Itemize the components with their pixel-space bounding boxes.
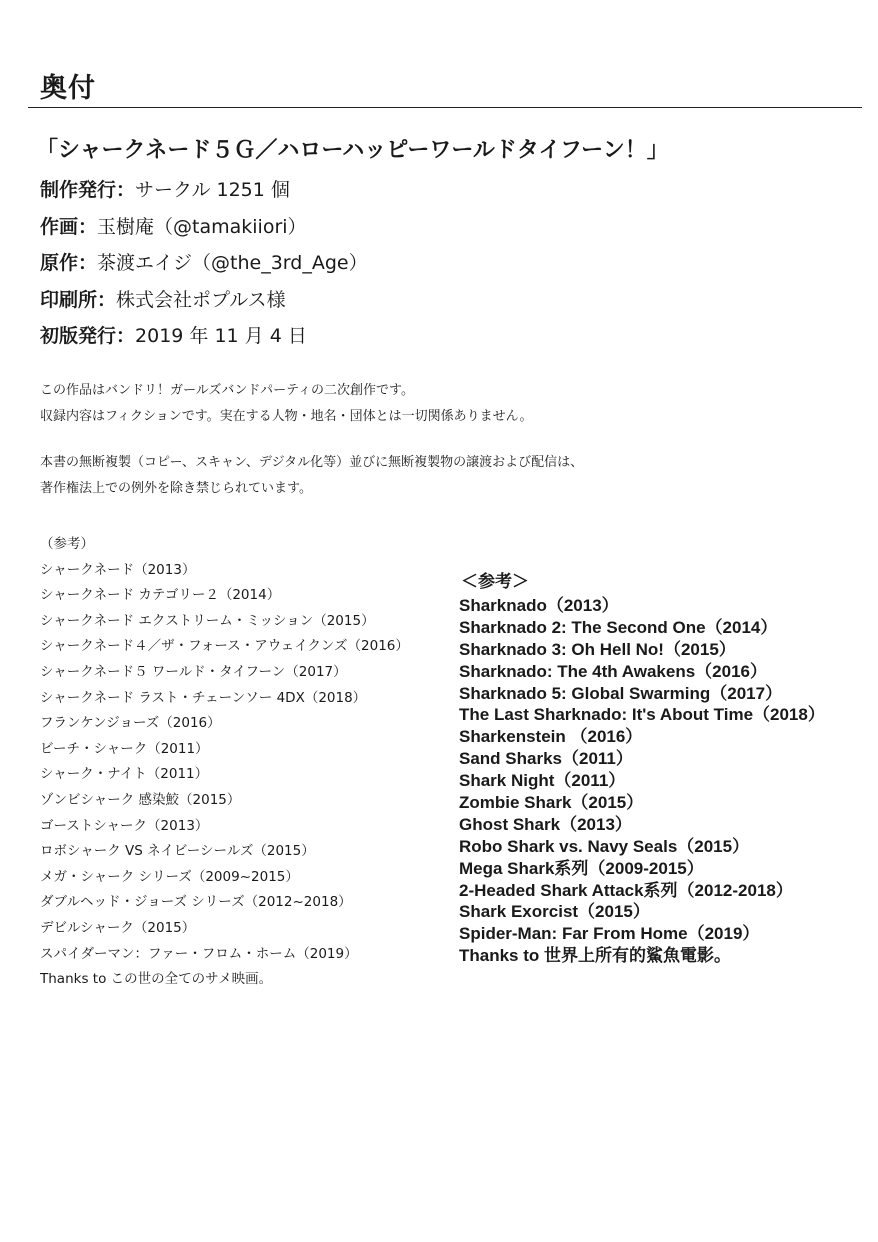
credit-value: 2019 年 11 月 4 日 [135,325,307,347]
credit-label: 原作： [40,252,98,274]
reference-item: Robo Shark vs. Navy Seals（2015） [459,836,750,856]
credit-printer [40,285,368,322]
reference-item: Mega Shark系列（2009-2015） [459,858,704,878]
credit-label: 制作発行： [40,179,136,201]
reference-item: ビーチ・シャーク（2011） [40,740,209,757]
reference-item: Shark Night（2011） [459,771,626,791]
reference-item: Ghost Shark（2013） [459,814,632,834]
reference-item: Sharknado（2013） [459,596,619,615]
reference-item: Sharknado 3: Oh Hell No!（2015） [459,639,736,659]
reference-item: シャークネード カテゴリー２（2014） [40,587,281,604]
reference-item: シャーク・ナイト（2011） [40,766,209,783]
reference-item: シャークネード（2013） [40,561,196,578]
header-divider [28,107,862,108]
reference-item: The Last Sharknado: It's About Time（2018） [459,705,825,725]
notice-line: この作品はバンドリ！ガールズバンドパーティの二次創作です。 [40,383,415,398]
credit-original [40,248,368,285]
zh-references-list [459,595,825,967]
reference-item: Sharkenstein （2016） [459,727,643,747]
reference-item: ゾンビシャーク 感染鮫（2015） [40,791,241,808]
jp-references-list [40,559,409,994]
reference-item: Sharknado 2: The Second One（2014） [459,617,778,637]
reference-item: ゴーストシャーク（2013） [40,817,209,834]
credit-label: 印刷所： [40,288,117,311]
credit-label: 作画： [40,215,98,238]
notice-line: 収録内容はフィクションです。実在する人物・地名・団体とは一切関係ありません。 [40,409,533,424]
reference-item: メガ・シャーク シリーズ（2009~2015） [40,868,299,885]
reference-item: Zombie Shark（2015） [459,793,644,813]
reference-item: Thanks to この世の全てのサメ映画。 [40,971,273,988]
notice-line: 本書の無断複製（コピー、スキャン、デジタル化等）並びに無断複製物の譲渡および配信は、 [40,455,584,470]
credit-artist [40,212,368,249]
reference-item: ダブルヘッド・ジョーズ シリーズ（2012~2018） [40,894,352,911]
reference-item: デビルシャーク（2015） [40,919,196,936]
credit-label: 初版発行： [40,325,136,347]
zh-references-heading: ＜参考＞ [461,572,529,591]
credits-block [40,175,368,358]
reference-item: Thanks to 世界上所有的鯊魚電影。 [459,946,732,966]
credit-value: 茶渡エイジ（@the_3rd_Age） [97,252,368,274]
credit-value: 株式会社ポプルス様 [116,288,286,311]
credit-value: サークル 1251 個 [135,179,290,201]
reference-item: スパイダーマン：ファー・フロム・ホーム（2019） [40,945,358,962]
reference-item: Sand Sharks（2011） [459,749,633,769]
credit-publisher [40,175,368,212]
reference-item: Sharknado 5: Global Swarming（2017） [459,683,783,703]
zh-references [459,569,825,967]
page-title: 奥付 [40,73,96,104]
notice-line: 著作権法上での例外を除き禁じられています。 [40,481,312,496]
credit-value: 玉樹庵（@tamakiiori） [97,215,307,238]
notices-block [40,380,583,504]
reference-item: Shark Exorcist（2015） [459,902,650,922]
reference-item: フランケンジョーズ（2016） [40,715,221,732]
reference-item: ロボシャーク VS ネイビーシールズ（2015） [40,843,315,860]
work-title: 「シャークネード５Ｇ／ハローハッピーワールドタイフーン！」 [36,138,669,163]
reference-item: 2-Headed Shark Attack系列（2012-2018） [459,880,793,900]
reference-item: シャークネード エクストリーム・ミッション（2015） [40,612,375,629]
notice-spacer [40,432,583,452]
reference-item: シャークネード ラスト・チェーンソー 4DX（2018） [40,689,367,706]
jp-references [40,533,409,994]
reference-item: Sharknado: The 4th Awakens（2016） [459,661,767,681]
reference-item: Spider-Man: Far From Home（2019） [459,924,760,944]
reference-item: シャークネード４／ザ・フォース・アウェイクンズ（2016） [40,638,409,655]
jp-references-heading: （参考） [40,536,94,552]
credit-first-edition [40,321,368,358]
reference-item: シャークネード５ ワールド・タイフーン（2017） [40,663,347,680]
